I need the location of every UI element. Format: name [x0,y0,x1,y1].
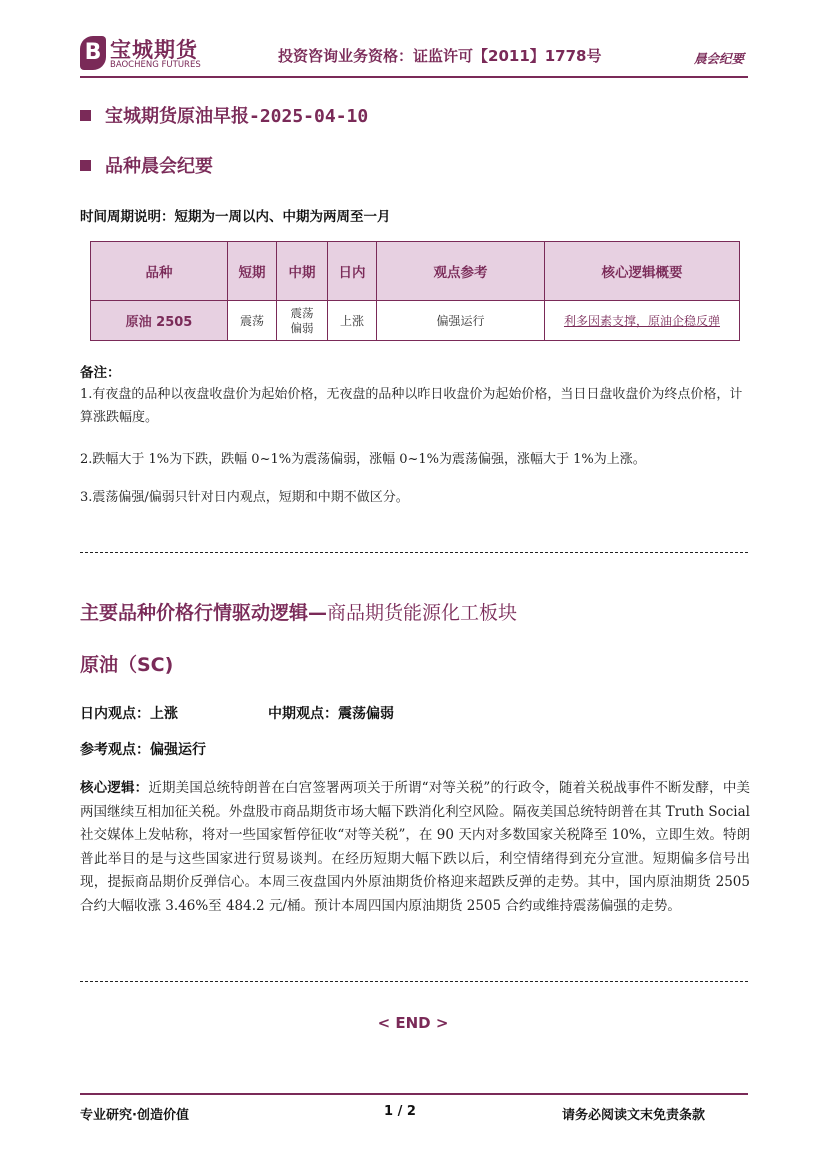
note-item: 3.震荡偏强/偏弱只针对日内观点，短期和中期不做区分。 [80,490,409,505]
outlook-table [90,241,740,341]
core-logic-paragraph [80,777,750,918]
footer-divider [80,1093,748,1095]
company-logo [80,34,212,74]
reference-view: 参考观点：偏强运行 [80,742,206,758]
header-intraday: 日内 [328,242,377,301]
footer-disclaimer: 请务必阅读文末免责条款 [562,1108,706,1123]
header-mid-term: 中期 [277,242,328,301]
intraday-view: 日内观点：上涨 [80,706,178,722]
dashed-divider [80,552,748,553]
logo-chinese-name: 宝城期货 [110,38,198,62]
page-number: 1 / 2 [384,1104,416,1119]
midterm-view: 中期观点：震荡偏弱 [268,706,394,722]
crude-title: 原油（SC) [80,654,174,676]
period-note: 时间周期说明：短期为一周以内、中期为两周至一月 [80,209,391,225]
license-statement: 投资咨询业务资格：证监许可【2011】1778号 [278,47,602,65]
core-logic-label: 核心逻辑： [80,780,149,796]
section-title: 品种晨会纪要 [80,152,213,178]
notes-title: 备注： [80,365,121,381]
header-variety: 品种 [91,242,228,301]
header-doc-type: 晨会纪要 [694,51,745,66]
square-bullet-icon [80,160,91,171]
header-core-logic: 核心逻辑概要 [545,242,740,301]
core-logic-text: 近期美国总统特朗普在白宫签署两项关于所谓“对等关税”的行政令，随着关税战事件不断发酵，中美两国继续互相加征关税。外盘股市商品期货市场大幅下跌消化利空风险。隔夜美国总统特朗普在其 Truth Social 社交媒体上发帖称，将对一些国家暂停征收“对等关税”，在 90 天内对多数国家关税降至 10%，立即生效。特朗普此举目的是与这些国家进行贸易谈判。在经历短期大幅下跌以后，利空情绪得到充分宣泄。短期偏多信号出现，提振商品期价反弹信心。本周三夜盘国内外原油期货价格迎来超跌反弹的走势。其中，国内原油期货 2505 合约大幅收涨 3.46%至 484.2 元/桶。预计本周四国内原油期货 2505 合约或维持震荡偏强的走势。 [80,780,750,914]
dashed-divider [80,981,748,982]
square-bullet-icon [80,110,91,121]
cell-variety: 原油 2505 [91,301,228,341]
main-section-title: 主要品种价格行情驱动逻辑—商品期货能源化工板块 [80,602,518,624]
table-row [91,301,740,341]
header-short-term: 短期 [228,242,277,301]
logo-english-name: BAOCHENG FUTURES [110,60,201,70]
cell-core-logic-link[interactable]: 利多因素支撑，原油企稳反弹 [545,301,740,341]
table-header-row [91,242,740,301]
note-item: 2.跌幅大于 1%为下跌，跌幅 0~1%为震荡偏弱，涨幅 0~1%为震荡偏强，涨幅大于 1%为上涨。 [80,452,646,467]
report-title: 宝城期货原油早报-2025-04-10 [80,102,368,128]
end-marker: < END > [377,1014,449,1032]
cell-view: 偏强运行 [377,301,545,341]
footer-slogan: 专业研究·创造价值 [80,1108,189,1123]
header-divider [80,76,748,78]
cell-mid-term: 震荡偏弱 [277,301,328,341]
cell-short-term: 震荡 [228,301,277,341]
logo-mark: B [80,36,106,70]
note-item: 1.有夜盘的品种以夜盘收盘价为起始价格，无夜盘的品种以昨日收盘价为起始价格，当日日盘收盘价为终点价格，计算涨跌幅度。 [80,387,743,425]
header-view: 观点参考 [377,242,545,301]
cell-intraday: 上涨 [328,301,377,341]
